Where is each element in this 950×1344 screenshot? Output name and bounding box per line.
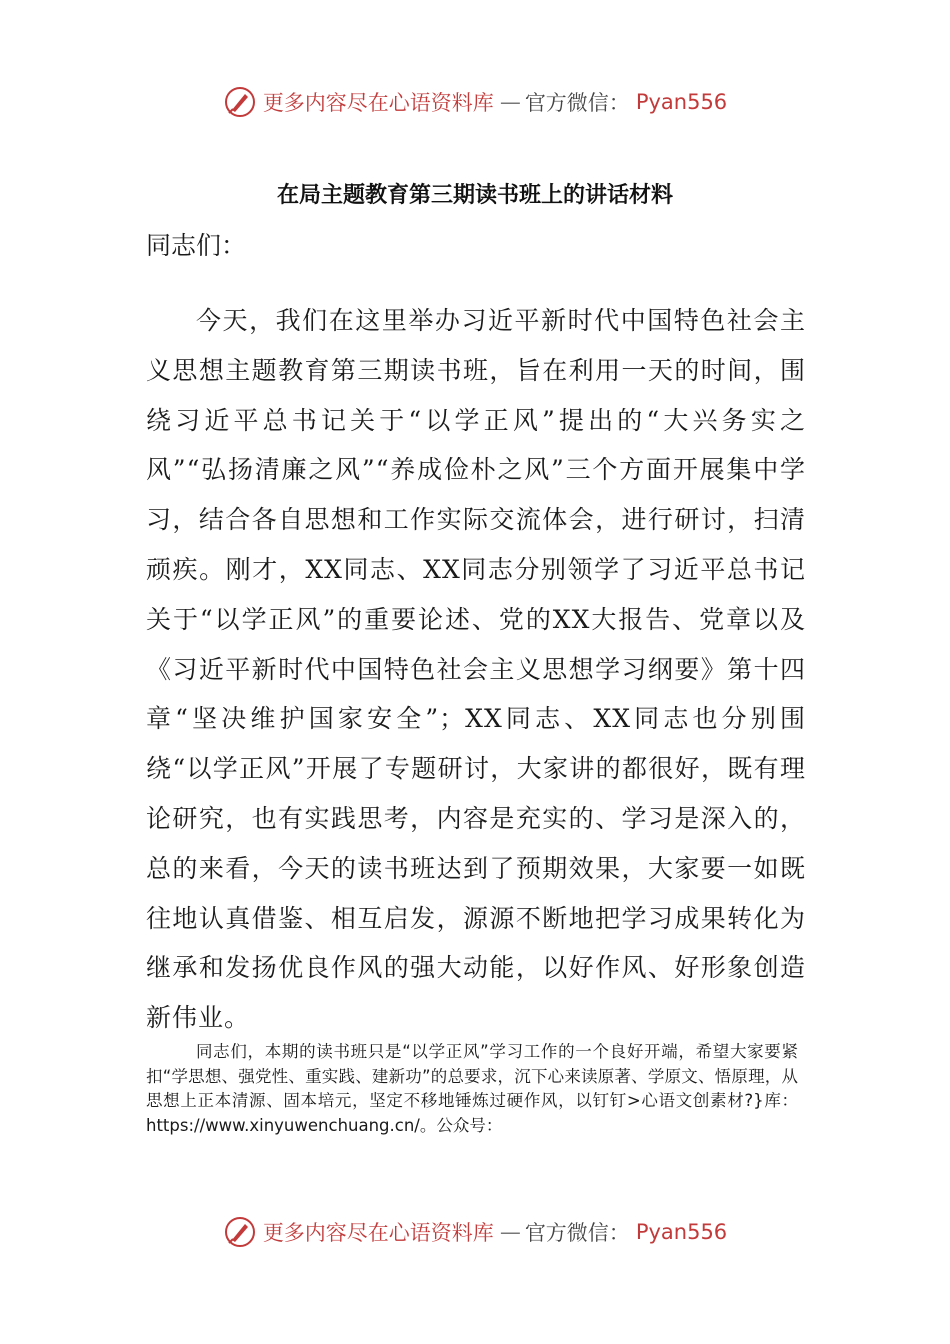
banner-official-label: 官方微信： (524, 91, 630, 115)
salutation: 同志们： (146, 231, 247, 260)
banner-separator: — (499, 1220, 519, 1244)
banner-brand-text: 更多内容尽在心语资料库 (262, 91, 494, 115)
body-paragraph-1: 今天，我们在这里举办习近平新时代中国特色社会主义思想主题教育第三期读书班，旨在利用一天的时间，围绕习近平总书记关于“以学正风”提出的“大兴务实之风”“弘扬清廉之风”“养成俭朴之风”三个方面开展集中学习，结合各自思想和工作实际交流体会，进行研讨，扫清顽疾。刚才，XX同志、XX同志分别领学了习近平总书记关于“以学正风”的重要论述、党的XX大报告、党章以及《习近平新时代中国特色社会主义思想学习纲要》第十四章“坚决维护国家安全”；XX同志、XX同志也分别围绕“以学正风”开展了专题研讨，大家讲的都很好，既有理论研究，也有实践思考，内容是充实的、学习是深入的，总的来看，今天的读书班达到了预期效果，大家要一如既往地认真借鉴、相互启发，源源不断地把学习成果转化为继承和发扬优良作风的强大动能，以好作风、好形象创造新伟业。 (146, 306, 806, 1033)
document-title: 在局主题教育第三期读书班上的讲话材料 (276, 183, 673, 208)
banner-official-label: 官方微信： (524, 1221, 630, 1245)
body-paragraph-2: 同志们，本期的读书班只是“以学正风”学习工作的一个良好开端，希望大家要紧扣“学思想、强党性、重实践、建新功”的总要求，沉下心来读原著、学原文、悟原理，从思想上正本清源、固本培元，坚定不移地锤炼过硬作风，以钉钉>心语文创素材?}库：https://www.xinyuwenchuang.cn/。公众号： (146, 1042, 798, 1135)
banner-brand-text: 更多内容尽在心语资料库 (262, 1221, 494, 1245)
banner-wechat-id: Pyan556 (635, 1220, 728, 1244)
quill-pen-logo-icon (223, 1215, 257, 1249)
header-banner (0, 80, 950, 124)
banner-wechat-id: Pyan556 (635, 90, 728, 114)
quill-pen-logo-icon (223, 85, 257, 119)
footer-banner (0, 1210, 950, 1254)
banner-separator: — (499, 90, 519, 114)
